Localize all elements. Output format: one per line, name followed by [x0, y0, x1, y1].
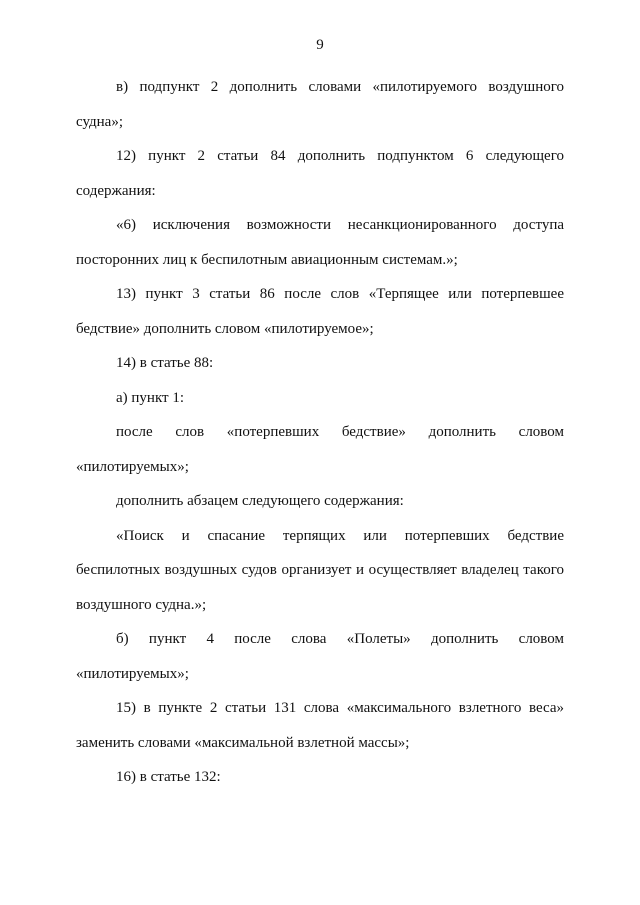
- paragraph-line: «6) исключения возможности несанкционированного доступа: [116, 217, 564, 233]
- paragraph-line: в) подпункт 2 дополнить словами «пилотируемого воздушного: [116, 79, 564, 95]
- page-number: 9: [316, 37, 324, 53]
- paragraph-line: 16) в статье 132:: [116, 769, 221, 785]
- paragraph-line: воздушного судна.»;: [76, 596, 207, 613]
- paragraph-line: 13) пункт 3 статьи 86 после слов «Терпящее или потерпевшее: [116, 286, 564, 302]
- paragraph-line: содержания:: [76, 182, 156, 199]
- document-body: [76, 70, 564, 795]
- paragraph-line: посторонних лиц к беспилотным авиационным системам.»;: [76, 251, 458, 268]
- paragraph-line: 15) в пункте 2 статьи 131 слова «максимального взлетного веса»: [116, 700, 564, 716]
- paragraph-line: заменить словами «максимальной взлетной массы»;: [76, 734, 410, 751]
- paragraph-line: после слов «потерпевших бедствие» дополнить словом: [116, 424, 564, 440]
- paragraph-line: б) пункт 4 после слова «Полеты» дополнить словом: [116, 631, 564, 647]
- paragraph-line: а) пункт 1:: [116, 389, 185, 406]
- paragraph-line: дополнить абзацем следующего содержания:: [116, 493, 404, 509]
- paragraph-line: «Поиск и спасание терпящих или потерпевших бедствие: [116, 527, 564, 544]
- paragraph-line: беспилотных воздушных судов организует и осуществляет владелец такого: [76, 562, 564, 578]
- paragraph-line: 12) пункт 2 статьи 84 дополнить подпунктом 6 следующего: [116, 148, 564, 164]
- paragraph-line: «пилотируемых»;: [76, 458, 189, 475]
- paragraph-line: судна»;: [76, 113, 123, 130]
- paragraph-line: «пилотируемых»;: [76, 665, 189, 682]
- paragraph-line: 14) в статье 88:: [116, 355, 214, 371]
- paragraph-line: бедствие» дополнить словом «пилотируемое»;: [76, 320, 374, 337]
